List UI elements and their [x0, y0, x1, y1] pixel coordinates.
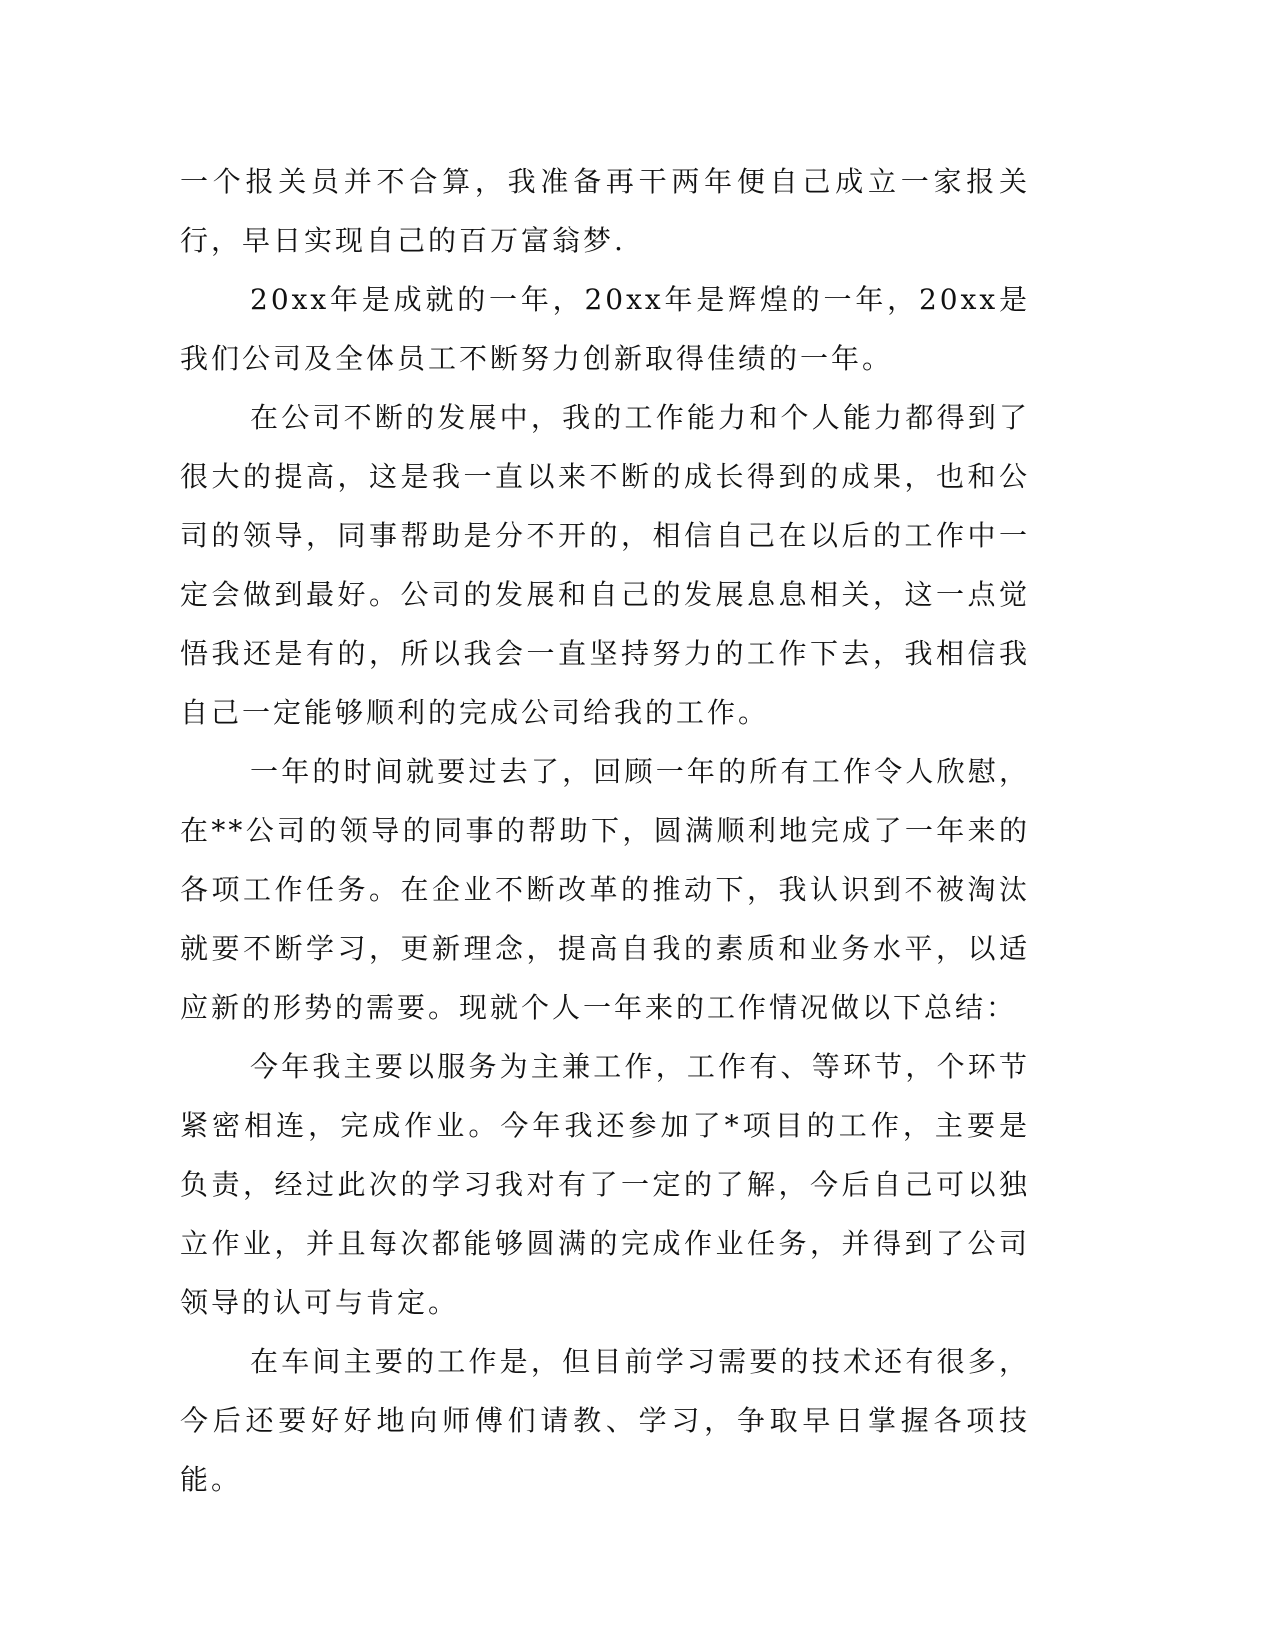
paragraph-1: 一个报关员并不合算，我准备再干两年便自己成立一家报关行，早日实现自己的百万富翁梦. — [180, 165, 1030, 257]
paragraph-3: 在公司不断的发展中，我的工作能力和个人能力都得到了很大的提高，这是我一直以来不断的成长得到的成果，也和公司的领导，同事帮助是分不开的，相信自己在以后的工作中一定会做到最好。公司的发展和自己的发展息息相关，这一点觉悟我还是有的，所以我会一直坚持努力的工作下去，我相信我自己一定能够顺利的完成公司给我的工作。 — [180, 401, 1030, 729]
paragraph-2: 20xx年是成就的一年，20xx年是辉煌的一年，20xx是我们公司及全体员工不断努力创新取得佳绩的一年。 — [180, 283, 1030, 375]
paragraph-5: 今年我主要以服务为主兼工作，工作有、等环节，个环节紧密相连，完成作业。今年我还参加了*项目的工作，主要是负责，经过此次的学习我对有了一定的了解，今后自己可以独立作业，并且每次都能够圆满的完成作业任务，并得到了公司领导的认可与肯定。 — [180, 1050, 1030, 1319]
paragraph-6: 在车间主要的工作是，但目前学习需要的技术还有很多，今后还要好好地向师傅们请教、学习，争取早日掌握各项技能。 — [180, 1345, 1030, 1496]
document-body — [180, 152, 1030, 1509]
paragraph-4: 一年的时间就要过去了，回顾一年的所有工作令人欣慰，在**公司的领导的同事的帮助下，圆满顺利地完成了一年来的各项工作任务。在企业不断改革的推动下，我认识到不被淘汰就要不断学习，更新理念，提高自我的素质和业务水平，以适应新的形势的需要。现就个人一年来的工作情况做以下总结： — [180, 755, 1030, 1024]
